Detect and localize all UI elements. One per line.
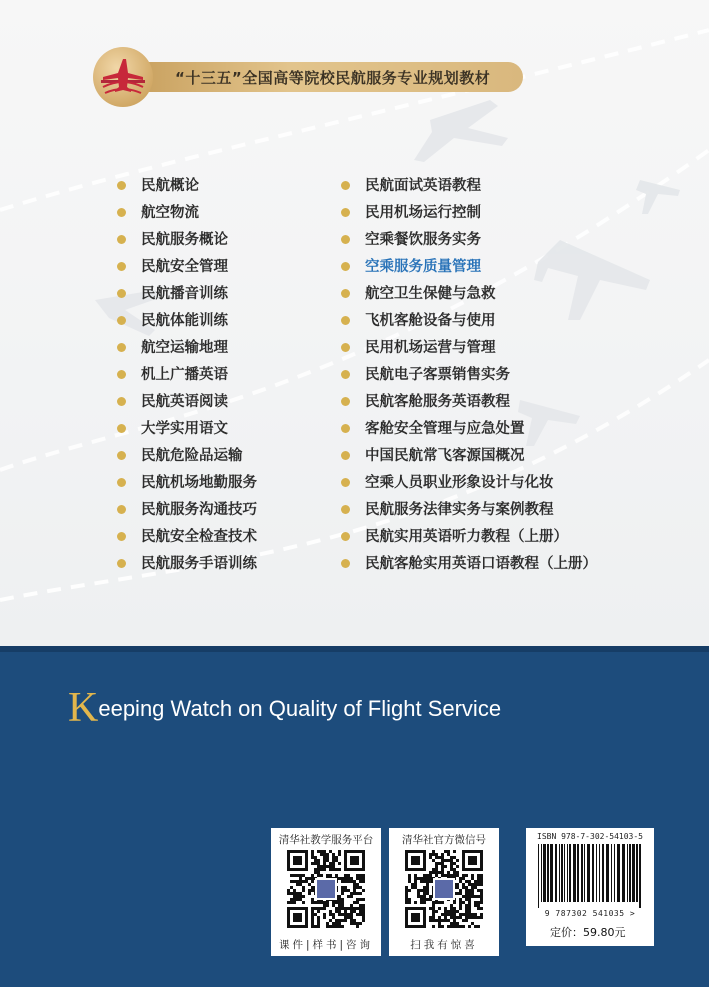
book-title: 空乘人员职业形象设计与化妆: [365, 475, 554, 491]
qr-footer: 课件|样书|咨询: [278, 939, 374, 951]
bullet-dot-icon: [117, 451, 126, 460]
qr-footer: 扫我有惊喜: [410, 939, 478, 951]
qr-title: 清华社官方微信号: [402, 834, 486, 846]
isbn-digits: 9 787302 541035 >: [544, 909, 636, 918]
book-list-item: [341, 257, 597, 284]
bullet-dot-icon: [341, 478, 350, 487]
book-list-item: [117, 338, 257, 365]
bullet-dot-icon: [117, 208, 126, 217]
book-list-item: [341, 311, 597, 338]
book-list-item: [117, 203, 257, 230]
barcode-icon: [536, 844, 644, 908]
book-list-item: [117, 392, 257, 419]
book-title: 民航服务沟通技巧: [141, 502, 257, 518]
bullet-dot-icon: [117, 289, 126, 298]
qr-title: 清华社教学服务平台: [278, 834, 374, 846]
book-title: 民航危险品运输: [141, 448, 243, 464]
book-list-item: [341, 446, 597, 473]
bullet-dot-icon: [117, 262, 126, 271]
book-list-item: [341, 473, 597, 500]
book-title: 民航服务概论: [141, 232, 228, 248]
book-title: 大学实用语文: [141, 421, 228, 437]
bullet-dot-icon: [341, 397, 350, 406]
book-list-item: [341, 392, 597, 419]
bullet-dot-icon: [341, 532, 350, 541]
book-title: 民航服务手语训练: [141, 556, 257, 572]
book-title: 民航电子客票销售实务: [365, 367, 510, 383]
bullet-dot-icon: [341, 208, 350, 217]
book-list-item: [341, 338, 597, 365]
bullet-dot-icon: [117, 478, 126, 487]
book-list-item: [117, 176, 257, 203]
qr-card-teaching-platform: [271, 828, 381, 956]
english-title: [68, 684, 501, 732]
book-title: 民航体能训练: [141, 313, 228, 329]
bullet-dot-icon: [341, 181, 350, 190]
book-title: 民航安全管理: [141, 259, 228, 275]
book-list-item: [341, 284, 597, 311]
isbn-header: ISBN 978-7-302-54103-5: [537, 832, 643, 841]
book-title: 民航机场地勤服务: [141, 475, 257, 491]
bullet-dot-icon: [117, 181, 126, 190]
bullet-dot-icon: [117, 343, 126, 352]
book-list-item: [341, 554, 597, 581]
series-banner: [93, 47, 523, 107]
book-list-item: [341, 527, 597, 554]
bullet-dot-icon: [117, 424, 126, 433]
book-title: 航空卫生保健与急救: [365, 286, 496, 302]
book-title: 民航客舱实用英语口语教程（上册）: [365, 556, 597, 572]
bullet-dot-icon: [341, 316, 350, 325]
book-list-item: [117, 554, 257, 581]
banner-emblem: [93, 47, 153, 107]
bullet-dot-icon: [117, 505, 126, 514]
qr-code-icon: [405, 850, 483, 928]
book-title: 中国民航常飞客源国概况: [365, 448, 525, 464]
bullet-dot-icon: [117, 532, 126, 541]
book-title: 民航服务法律实务与案例教程: [365, 502, 554, 518]
qr-card-wechat: [389, 828, 499, 956]
bullet-dot-icon: [341, 559, 350, 568]
book-title: 民航概论: [141, 178, 199, 194]
book-title: 民航安全检查技术: [141, 529, 257, 545]
book-list-item: [117, 230, 257, 257]
bullet-dot-icon: [341, 262, 350, 271]
book-title: 民航英语阅读: [141, 394, 228, 410]
bullet-dot-icon: [341, 424, 350, 433]
qr-code-icon: [287, 850, 365, 928]
book-list-item: [117, 311, 257, 338]
bullet-dot-icon: [341, 505, 350, 514]
isbn-barcode-card: [526, 828, 654, 946]
book-list-item: [117, 500, 257, 527]
book-title: 民航播音训练: [141, 286, 228, 302]
english-title-rest: eeping Watch on Quality of Flight Service: [98, 696, 502, 721]
book-list-item: [341, 419, 597, 446]
book-title: 民航客舱服务英语教程: [365, 394, 510, 410]
book-title: 民用机场运营与管理: [365, 340, 496, 356]
book-title: 民航实用英语听力教程（上册）: [365, 529, 568, 545]
bullet-dot-icon: [341, 343, 350, 352]
book-title: 民航面试英语教程: [365, 178, 481, 194]
bullet-dot-icon: [117, 559, 126, 568]
book-list-item: [117, 527, 257, 554]
book-list-item: [341, 176, 597, 203]
book-title: 飞机客舱设备与使用: [365, 313, 496, 329]
book-list-item: [117, 446, 257, 473]
bullet-dot-icon: [341, 235, 350, 244]
book-list-item: [341, 230, 597, 257]
book-list-item: [341, 365, 597, 392]
book-title: 航空物流: [141, 205, 199, 221]
book-list-item: [117, 419, 257, 446]
book-title: 民用机场运行控制: [365, 205, 481, 221]
book-title: 航空运输地理: [141, 340, 228, 356]
book-title: 客舱安全管理与应急处置: [365, 421, 525, 437]
book-list-right: [341, 176, 597, 581]
book-title: 空乘餐饮服务实务: [365, 232, 481, 248]
series-title: “十三五”全国高等院校民航服务专业规划教材: [175, 69, 491, 87]
book-list-left: [117, 176, 257, 581]
bullet-dot-icon: [117, 316, 126, 325]
book-title: 空乘服务质量管理: [365, 259, 481, 275]
english-title-initial: K: [68, 685, 99, 731]
book-list-item: [117, 473, 257, 500]
bullet-dot-icon: [117, 370, 126, 379]
lower-cover-area: [0, 646, 709, 987]
book-list-item: [117, 284, 257, 311]
book-title: 机上广播英语: [141, 367, 228, 383]
bullet-dot-icon: [341, 451, 350, 460]
airplane-icon: [93, 47, 153, 107]
price-label: 定价：59.80元: [550, 926, 626, 939]
book-list-item: [117, 257, 257, 284]
bullet-dot-icon: [341, 370, 350, 379]
book-list-item: [117, 365, 257, 392]
bullet-dot-icon: [117, 235, 126, 244]
bullet-dot-icon: [341, 289, 350, 298]
bullet-dot-icon: [117, 397, 126, 406]
book-list-item: [341, 500, 597, 527]
book-list-item: [341, 203, 597, 230]
